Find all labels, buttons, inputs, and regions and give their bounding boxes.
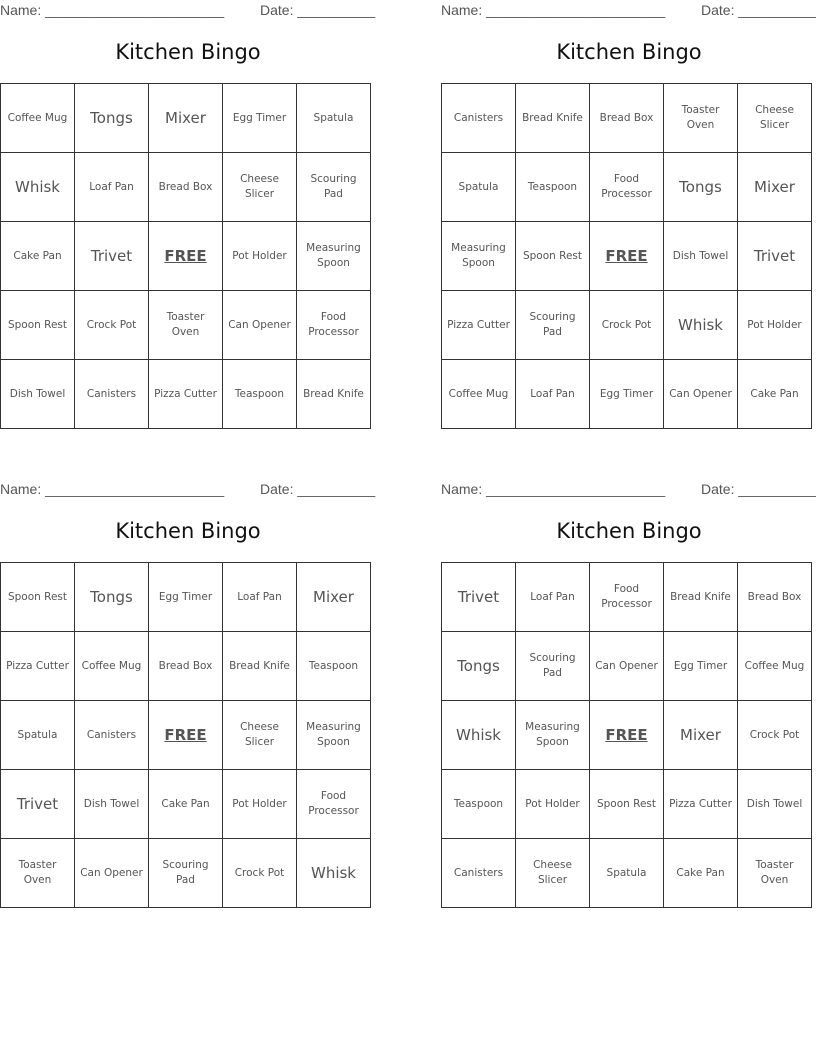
free-space-cell: FREE	[149, 701, 223, 770]
bingo-cell: Mixer	[664, 701, 738, 770]
name-field: Name: _______________________	[0, 2, 225, 18]
bingo-cell: Food Processor	[590, 563, 664, 632]
card-title: Kitchen Bingo	[115, 40, 261, 64]
card-title: Kitchen Bingo	[556, 519, 702, 543]
bingo-cell: Teaspoon	[442, 770, 516, 839]
bingo-cell: Dish Towel	[664, 222, 738, 291]
bingo-cell: Scouring Pad	[297, 153, 371, 222]
bingo-row	[1, 563, 371, 632]
bingo-cell: Measuring Spoon	[297, 701, 371, 770]
bingo-row	[1, 222, 371, 291]
bingo-cell: Measuring Spoon	[297, 222, 371, 291]
bingo-cell: Cake Pan	[1, 222, 75, 291]
bingo-row	[1, 84, 371, 153]
bingo-cell: Pot Holder	[223, 770, 297, 839]
bingo-row	[442, 770, 812, 839]
bingo-cell: Cake Pan	[149, 770, 223, 839]
bingo-row	[1, 291, 371, 360]
bingo-cell: Cheese Slicer	[223, 701, 297, 770]
bingo-cell: Bread Box	[590, 84, 664, 153]
bingo-cell: Bread Knife	[297, 360, 371, 429]
bingo-cell: Bread Box	[149, 632, 223, 701]
bingo-cell: Can Opener	[590, 632, 664, 701]
bingo-row	[1, 153, 371, 222]
bingo-cell: Pot Holder	[516, 770, 590, 839]
bingo-cell: Crock Pot	[590, 291, 664, 360]
card-title: Kitchen Bingo	[556, 40, 702, 64]
bingo-row	[1, 701, 371, 770]
bingo-cell: Bread Knife	[223, 632, 297, 701]
date-field: Date: __________	[701, 2, 816, 18]
bingo-cell: Crock Pot	[75, 291, 149, 360]
name-field: Name: _______________________	[0, 481, 225, 497]
bingo-cell: Coffee Mug	[75, 632, 149, 701]
name-field: Name: _______________________	[441, 2, 666, 18]
card-header-fields	[0, 2, 376, 20]
bingo-cell: Pot Holder	[738, 291, 812, 360]
bingo-row	[442, 701, 812, 770]
bingo-row	[442, 222, 812, 291]
bingo-cell: Scouring Pad	[149, 839, 223, 908]
bingo-cell: Teaspoon	[297, 632, 371, 701]
bingo-cell: Coffee Mug	[1, 84, 75, 153]
bingo-cell: Loaf Pan	[75, 153, 149, 222]
bingo-cell: Food Processor	[590, 153, 664, 222]
bingo-cell: Measuring Spoon	[442, 222, 516, 291]
bingo-cell: Whisk	[297, 839, 371, 908]
bingo-cell: Spatula	[442, 153, 516, 222]
bingo-grid	[441, 83, 812, 429]
bingo-cell: Teaspoon	[516, 153, 590, 222]
bingo-cell: Cake Pan	[664, 839, 738, 908]
bingo-cell: Dish Towel	[1, 360, 75, 429]
date-field: Date: __________	[260, 481, 376, 497]
bingo-cell: Spatula	[590, 839, 664, 908]
bingo-row	[1, 360, 371, 429]
bingo-cell: Egg Timer	[149, 563, 223, 632]
date-field: Date: __________	[701, 481, 816, 497]
bingo-cell: Coffee Mug	[738, 632, 812, 701]
bingo-cell: Pot Holder	[223, 222, 297, 291]
bingo-cell: Whisk	[664, 291, 738, 360]
bingo-cell: Bread Knife	[516, 84, 590, 153]
bingo-cell: Trivet	[442, 563, 516, 632]
bingo-grid	[441, 562, 812, 908]
bingo-cell: Toaster Oven	[1, 839, 75, 908]
bingo-cell: Measuring Spoon	[516, 701, 590, 770]
bingo-cell: Spoon Rest	[1, 291, 75, 360]
bingo-cell: Loaf Pan	[223, 563, 297, 632]
bingo-cell: Cheese Slicer	[738, 84, 812, 153]
bingo-cell: Can Opener	[664, 360, 738, 429]
bingo-cell: Trivet	[738, 222, 812, 291]
bingo-cell: Loaf Pan	[516, 360, 590, 429]
bingo-cell: Mixer	[738, 153, 812, 222]
bingo-cell: Mixer	[149, 84, 223, 153]
bingo-row	[442, 839, 812, 908]
bingo-cell: Tongs	[75, 84, 149, 153]
free-space-cell: FREE	[590, 222, 664, 291]
bingo-cell: Pizza Cutter	[664, 770, 738, 839]
bingo-cell: Pizza Cutter	[149, 360, 223, 429]
bingo-cell: Whisk	[442, 701, 516, 770]
bingo-row	[442, 360, 812, 429]
bingo-cell: Pizza Cutter	[1, 632, 75, 701]
bingo-cell: Tongs	[664, 153, 738, 222]
card-header-fields	[441, 481, 816, 499]
bingo-cell: Canisters	[442, 839, 516, 908]
bingo-grid	[0, 83, 371, 429]
bingo-cell: Canisters	[442, 84, 516, 153]
bingo-cell: Spoon Rest	[1, 563, 75, 632]
bingo-cell: Crock Pot	[738, 701, 812, 770]
bingo-cell: Dish Towel	[738, 770, 812, 839]
bingo-cell: Scouring Pad	[516, 291, 590, 360]
bingo-cell: Dish Towel	[75, 770, 149, 839]
bingo-cell: Canisters	[75, 701, 149, 770]
bingo-cell: Food Processor	[297, 291, 371, 360]
bingo-cell: Cheese Slicer	[516, 839, 590, 908]
bingo-cell: Toaster Oven	[738, 839, 812, 908]
bingo-cell: Toaster Oven	[664, 84, 738, 153]
bingo-cell: Loaf Pan	[516, 563, 590, 632]
bingo-cell: Coffee Mug	[442, 360, 516, 429]
bingo-cell: Tongs	[75, 563, 149, 632]
bingo-cell: Cake Pan	[738, 360, 812, 429]
bingo-cell: Can Opener	[223, 291, 297, 360]
card-header-fields	[0, 481, 376, 499]
free-space-cell: FREE	[590, 701, 664, 770]
bingo-cell: Cheese Slicer	[223, 153, 297, 222]
bingo-cell: Bread Box	[149, 153, 223, 222]
bingo-row	[442, 563, 812, 632]
bingo-grid	[0, 562, 371, 908]
bingo-cell: Spoon Rest	[516, 222, 590, 291]
bingo-row	[442, 291, 812, 360]
bingo-row	[442, 84, 812, 153]
bingo-cell: Bread Knife	[664, 563, 738, 632]
bingo-cell: Trivet	[1, 770, 75, 839]
name-field: Name: _______________________	[441, 481, 666, 497]
bingo-cell: Canisters	[75, 360, 149, 429]
bingo-cell: Mixer	[297, 563, 371, 632]
bingo-row	[1, 770, 371, 839]
bingo-row	[442, 632, 812, 701]
bingo-cell: Spatula	[1, 701, 75, 770]
bingo-row	[1, 632, 371, 701]
bingo-cell: Food Processor	[297, 770, 371, 839]
bingo-cell: Whisk	[1, 153, 75, 222]
bingo-cell: Bread Box	[738, 563, 812, 632]
free-space-cell: FREE	[149, 222, 223, 291]
bingo-cell: Egg Timer	[223, 84, 297, 153]
bingo-row	[442, 153, 812, 222]
bingo-cell: Spatula	[297, 84, 371, 153]
bingo-cell: Spoon Rest	[590, 770, 664, 839]
bingo-cell: Egg Timer	[664, 632, 738, 701]
bingo-cell: Scouring Pad	[516, 632, 590, 701]
bingo-cell: Can Opener	[75, 839, 149, 908]
card-title: Kitchen Bingo	[115, 519, 261, 543]
bingo-cell: Egg Timer	[590, 360, 664, 429]
bingo-cell: Pizza Cutter	[442, 291, 516, 360]
bingo-cell: Trivet	[75, 222, 149, 291]
card-header-fields	[441, 2, 816, 20]
bingo-cell: Crock Pot	[223, 839, 297, 908]
bingo-row	[1, 839, 371, 908]
bingo-cell: Tongs	[442, 632, 516, 701]
bingo-cell: Toaster Oven	[149, 291, 223, 360]
date-field: Date: __________	[260, 2, 376, 18]
bingo-cell: Teaspoon	[223, 360, 297, 429]
